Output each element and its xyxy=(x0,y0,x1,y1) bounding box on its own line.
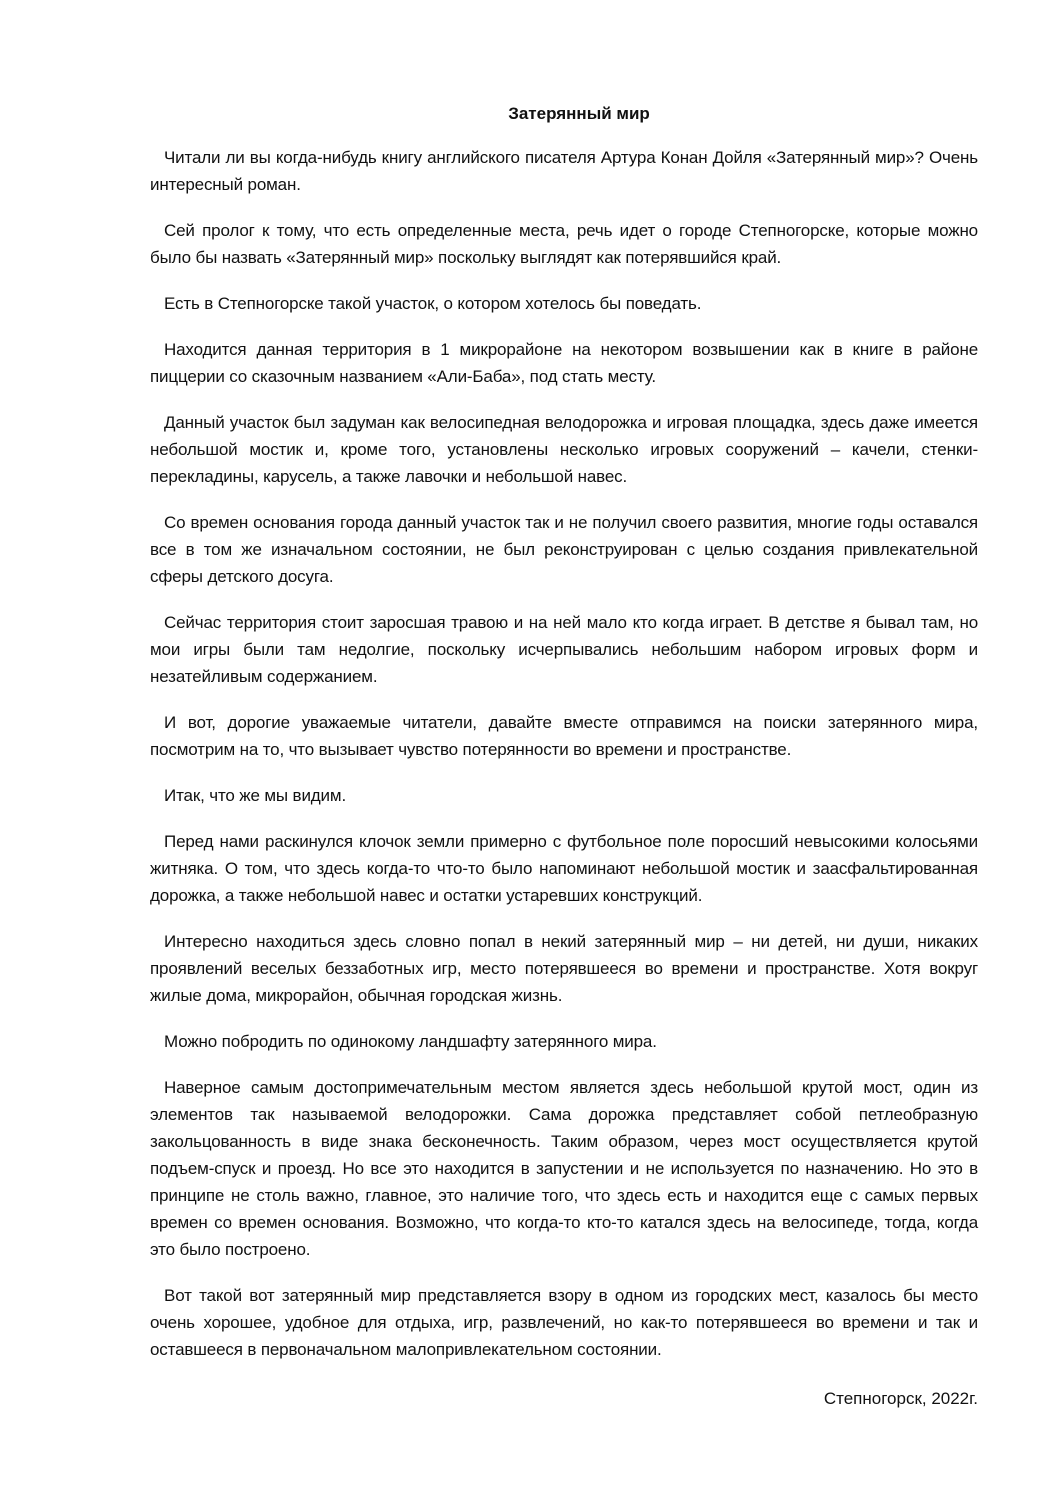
paragraph-6: Со времен основания города данный участок так и не получил своего развития, многие годы оставался все в том же изначальном состоянии, не был реконструирован с целью создания привлекательной сферы детского досуга. xyxy=(150,513,978,586)
paragraph-12: Можно побродить по одинокому ландшафту затерянного мира. xyxy=(164,1032,657,1051)
document-title: Затерянный мир xyxy=(508,104,650,123)
paragraph-1: Читали ли вы когда-нибудь книгу английского писателя Артура Конан Дойля «Затерянный мир»? Очень интересный роман. xyxy=(150,148,978,194)
document-page xyxy=(150,100,978,1412)
paragraph-4: Находится данная территория в 1 микрорайоне на некотором возвышении как в книге в районе пиццерии со сказочным названием «Али-Баба», под стать месту. xyxy=(150,340,978,386)
paragraph-10: Перед нами раскинулся клочок земли примерно с футбольное поле поросший невысокими колосьями житняка. О том, что здесь когда-то что-то было напоминают небольшой мостик и заасфальтированная дорожка, а также небольшой навес и остатки устаревших конструкций. xyxy=(150,832,978,905)
signature-place-date: Степногорск, 2022г. xyxy=(823,1389,978,1408)
paragraph-11: Интересно находиться здесь словно попал в некий затерянный мир – ни детей, ни души, никаких проявлений веселых беззаботных игр, место потерявшееся во времени и пространстве. Хотя вокруг жилые дома, микрорайон, обычная городская жизнь. xyxy=(150,932,978,1005)
paragraph-2: Сей пролог к тому, что есть определенные места, речь идет о городе Степногорске, которые можно было бы назвать «Затерянный мир» поскольку выглядят как потерявшийся край. xyxy=(150,221,978,267)
paragraph-14: Вот такой вот затерянный мир представляется взору в одном из городских мест, казалось бы место очень хорошее, удобное для отдыха, игр, развлечений, но как-то потерявшееся во времени и так и оставшееся в первоначальном малопривлекательном состоянии. xyxy=(150,1286,978,1359)
paragraph-7: Сейчас территория стоит заросшая травою и на ней мало кто когда играет. В детстве я бывал там, но мои игры были там недолгие, поскольку исчерпывались небольшим набором игровых форм и незатейливым содержанием. xyxy=(150,613,978,686)
paragraph-8: И вот, дорогие уважаемые читатели, давайте вместе отправимся на поиски затерянного мира, посмотрим на то, что вызывает чувство потерянности во времени и пространстве. xyxy=(150,713,978,759)
paragraph-13: Наверное самым достопримечательным местом является здесь небольшой крутой мост, один из элементов так называемой велодорожки. Сама дорожка представляет собой петлеобразную закольцованность в виде знака бесконечность. Таким образом, через мост осуществляется крутой подъем-спуск и проезд. Но все это находится в запустении и не используется по назначению. Но это в принципе не столь важно, главное, это наличие того, что здесь есть и находится еще с самых первых времен со времен основания. Возможно, что когда-то кто-то катался здесь на велосипеде, тогда, когда это было построено. xyxy=(150,1078,978,1259)
paragraph-5: Данный участок был задуман как велосипедная велодорожка и игровая площадка, здесь даже имеется небольшой мостик и, кроме того, установлены несколько игровых сооружений – качели, стенки-перекладины, карусель, а также лавочки и небольшой навес. xyxy=(150,413,978,486)
paragraph-9: Итак, что же мы видим. xyxy=(164,786,347,805)
paragraph-3: Есть в Степногорске такой участок, о котором хотелось бы поведать. xyxy=(164,294,702,313)
